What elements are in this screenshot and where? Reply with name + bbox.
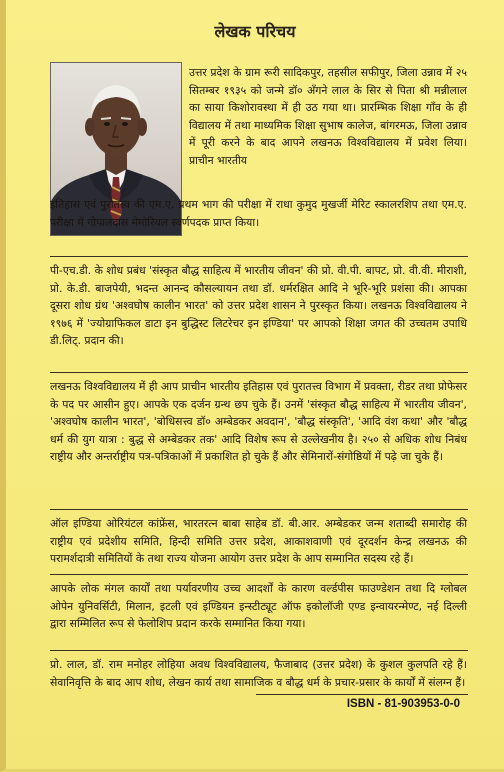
paragraph-memberships: ऑल इण्डिया ओरियंटल कांफ्रेंस, भारतरत्न बाबा साहेब डॉ. बी.आर. अम्बेडकर जन्म शताब्दी समारोह की राष्ट्रीय एवं प्रदेशीय समिति, हिन्दी समिति उत्तर प्रदेश, आकाशवाणी एवं दूरदर्शन केन्द्र लखनऊ की परामर्शदात्री समितियों के तथा राज्य योजना आयोग उत्तर प्रदेश के आप सम्मानित सदस्य रहे हैं। [50,517,467,566]
isbn-number: ISBN - 81-903953-0-0 [346,698,460,710]
paragraph-vice-chancellor: प्रो. लाल, डॉ. राम मनोहर लोहिया अवध विश्वविद्यालय, फैजाबाद (उत्तर प्रदेश) के कुशल कुलपति रहे हैं। सेवानिवृत्ति के बाद आप शोध, लेखन कार्य तथा सामाजिक व बौद्ध धर्म के प्रचार-प्रसार के कार्यों में संलग्न हैं। [50,658,467,689]
page-title: लेखक परिचय [214,22,296,41]
divider [50,574,468,575]
paragraph-early-life: उत्तर प्रदेश के ग्राम रूरी सादिकपुर, तहसील सफीपुर, जिला उन्नाव में २५ सितम्बर १९३५ को जन्मे डॉ० अँगने लाल के सिर से पिता श्री मन्नीलाल का साया किशोरावस्था में ही उठ गया था। प्रारम्भिक शिक्षा गाँव के ही विद्यालय में तथा माध्यमिक शिक्षा सुभाष कालेज, बांगरमऊ, जिला उन्नाव में पूरी करने के बाद आपने लखनऊ विश्वविद्यालय में प्रवेश लिया। प्राचीन भारतीय [189,66,467,167]
divider [50,372,468,373]
isbn-divider [256,694,468,695]
paragraph-research: पी-एच.डी. के शोध प्रबंध 'संस्कृत बौद्ध साहित्य में भारतीय जीवन' की प्रो. वी.पी. बापट, प्रो. वी.वी. मीराशी, प्रो. के.डी. बाजपेयी, भदन्त आनन्द कौसल्यायन तथा डॉ. धर्मरक्षित आदि ने भूरि-भूरि प्रशंसा की। आपका दूसरा शोध ग्रंथ 'अश्वघोष कालीन भारत' को उत्तर प्रदेश शासन ने पुरस्कृत किया। लखनऊ विश्वविद्यालय ने १९७६ में 'ज्योग्राफिकल डाटा इन बुद्धिस्ट लिटरेचर इन इण्डिया' पर आपको शिक्षा जगत की उच्चतम उपाधि डी.लिट्. प्रदान की। [50,264,467,348]
paragraph-education: इतिहास एवं पुरातत्त्व की एम.ए. प्रथम भाग की परीक्षा में राधा कुमुद मुखर्जी मेरिट स्कालरशिप तथा एम.ए. परीक्षा में गोपालदास मेमोरियल स्वर्णपदक प्राप्त किया। [50,198,467,229]
divider [50,650,468,651]
divider [50,256,468,257]
paragraph-honours: आपके लोक मंगल कार्यों तथा पर्यावरणीय उच्च आदर्शों के कारण वर्ल्डपीस फाउण्डेशन तथा दि ग्लोबल ओपेन युनिवर्सिटी, मिलान, इटली एवं इण्डियन इन्स्टीट्यूट ऑफ इकोलॉजी एण्ड इन्वायरन्मेण्ट, नई दिल्ली द्वारा सम्मिलित रूप से फेलोशिप प्रदान करके सम्मानित किया गया। [50,582,467,631]
paragraph-career: लखनऊ विश्वविद्यालय में ही आप प्राचीन भारतीय इतिहास एवं पुरातत्त्व विभाग में प्रवक्ता, रीडर तथा प्रोफेसर के पद पर आसीन हुए। आपके एक दर्जन ग्रन्थ छप चुके हैं। उनमें 'संस्कृत बौद्ध साहित्य में भारतीय जीवन', 'अश्वघोष कालीन भारत', 'बोधिसत्त्व डॉ० अम्बेडकर अवदान', 'बौद्ध संस्कृति', 'आदि वंश कथा' और 'बौद्ध धर्म की युग यात्रा : बुद्ध से अम्बेडकर तक' आदि विशेष रूप से उल्लेखनीय है। २५० से अधिक शोध निबंध राष्ट्रीय और अन्तर्राष्ट्रीय पत्र-पत्रिकाओं में प्रकाशित हो चुके हैं और सेमिनारों-संगोष्ठियों में पढ़े जा चुके हैं। [50,380,467,464]
divider [50,509,468,510]
